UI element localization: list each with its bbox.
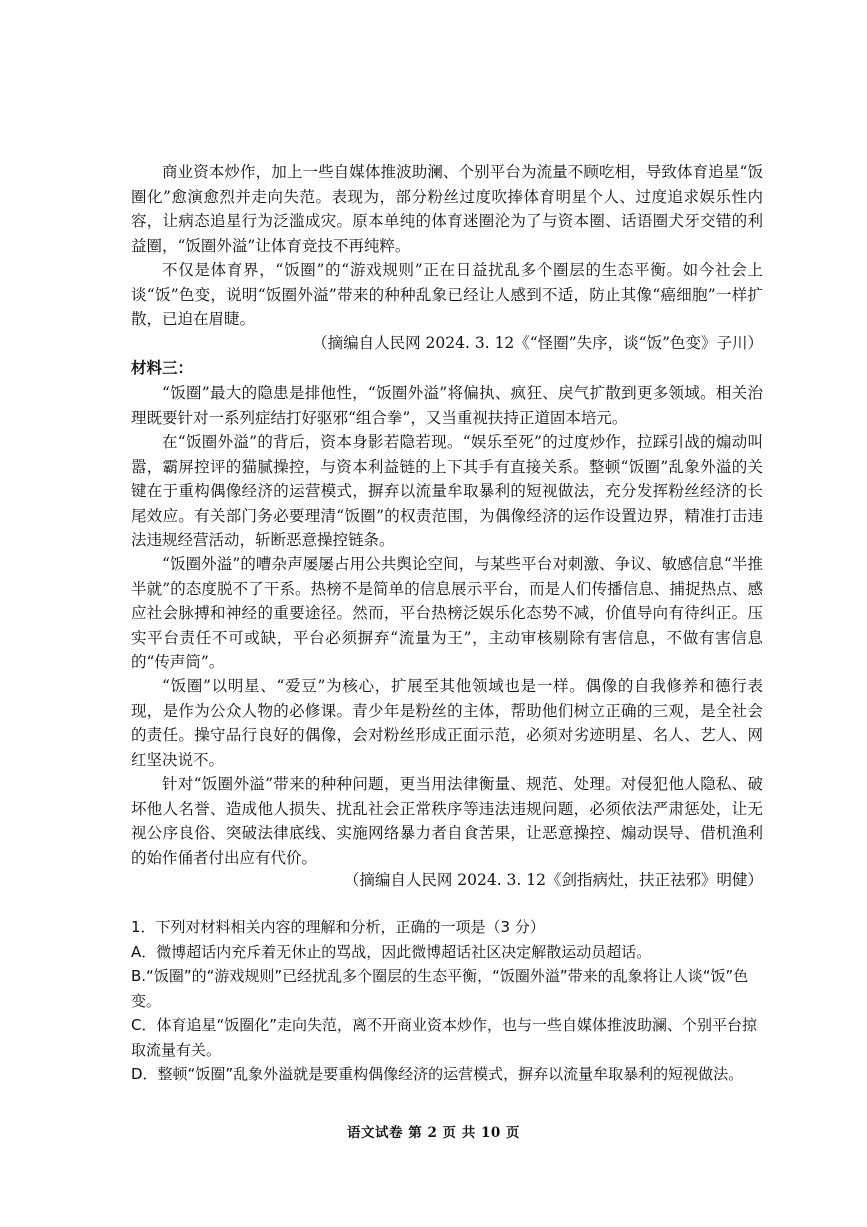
material-three-heading: 材料三： [131, 358, 194, 377]
source-citation-2: （摘编自人民网 2024. 3. 12《剑指病灶，扶正祛邪》明健） [343, 871, 763, 889]
option-a: A．微博超话内充斥着无休止的骂战，因此微博超话社区决定解散运动员超话。 [131, 943, 652, 961]
option-d: D．整顿“饭圈”乱象外溢就是要重构偶像经济的运营模式，摒弃以流量牟取暴利的短视做法。 [131, 1065, 744, 1083]
passage-paragraph-3: “饭圈”最大的隐患是排他性，“饭圈外溢”将偏执、疯狂、戾气扩散到更多领域。相关治理既要针对一系列症结打好驱邪“组合拳”，又当重视扶持正道固本培元。 [131, 384, 763, 427]
question-stem: 1．下列对材料相关内容的理解和分析，正确的一项是（3 分） [131, 918, 545, 936]
passage-paragraph-7: 针对“饭圈外溢”带来的种种问题，更当用法律衡量、规范、处理。对侵犯他人隐私、破坏他人名誉、造成他人损失、扰乱社会正常秩序等违法违规问题，必须依法严肃惩处，让无视公序良俗、突破法律底线、实施网络暴力者自食苦果，让恶意操控、煽动误导、借机渔利的始作俑者付出应有代价。 [131, 775, 763, 867]
passage-paragraph-4: 在“饭圈外溢”的背后，资本身影若隐若现。“娱乐至死”的过度炒作，拉踩引战的煽动叫嚣，霸屏控评的猫腻操控，与资本利益链的上下其手有直接关系。整顿“饭圈”乱象外溢的关键在于重构偶像经济的运营模式，摒弃以流量牟取暴利的短视做法，充分发挥粉丝经济的长尾效应。有关部门务必要理清“饭圈”的权责范围，为偶像经济的运作设置边界，精准打击违法违规经营活动，斩断恶意操控链条。 [131, 433, 763, 550]
page-footer: 语文试卷 第 2 页 共 10 页 [347, 1125, 520, 1141]
passage-paragraph-5: “饭圈外溢”的嘈杂声屡屡占用公共舆论空间，与某些平台对刺激、争议、敏感信息“半推半就”的态度脱不了干系。热榜不是简单的信息展示平台，而是人们传播信息、捕捉热点、感应社会脉搏和神经的重要途径。然而，平台热榜泛娱乐化态势不减，价值导向有待纠正。压实平台责任不可或缺，平台必须摒弃“流量为王”，主动审核剔除有害信息，不做有害信息的“传声筒”。 [131, 555, 763, 672]
source-citation-1: （摘编自人民网 2024. 3. 12《“怪圈”失序，谈“饭”色变》子川） [312, 334, 763, 352]
passage-paragraph-1: 商业资本炒作，加上一些自媒体推波助澜、个别平台为流量不顾吃相，导致体育追星“饭圈化”愈演愈烈并走向失范。表现为，部分粉丝过度吹捧体育明星个人、过度追求娱乐性内容，让病态追星行为泛滥成灾。原本单纯的体育迷圈沦为了与资本圈、话语圈犬牙交错的利益圈，“饭圈外溢”让体育竞技不再纯粹。 [131, 163, 763, 255]
option-b: B.“饭圈”的“游戏规则”已经扰乱多个圈层的生态平衡，“饭圈外溢”带来的乱象将让人谈“饭”色变。 [131, 967, 749, 1010]
passage-paragraph-2: 不仅是体育界，“饭圈”的“游戏规则”正在日益扰乱多个圈层的生态平衡。如今社会上谈“饭”色变，说明“饭圈外溢”带来的种种乱象已经让人感到不适，防止其像“癌细胞”一样扩散，已迫在眉睫。 [131, 261, 763, 329]
option-c: C．体育追星“饭圈化”走向失范，离不开商业资本炒作，也与一些自媒体推波助澜、个别平台掠取流量有关。 [131, 1016, 758, 1059]
passage-paragraph-6: “饭圈”以明星、“爱豆”为核心，扩展至其他领域也是一样。偶像的自我修养和德行表现，是作为公众人物的必修课。青少年是粉丝的主体，帮助他们树立正确的三观，是全社会的责任。操守品行良好的偶像，会对粉丝形成正面示范，必须对劣迹明星、名人、艺人、网红坚决说不。 [131, 677, 763, 769]
